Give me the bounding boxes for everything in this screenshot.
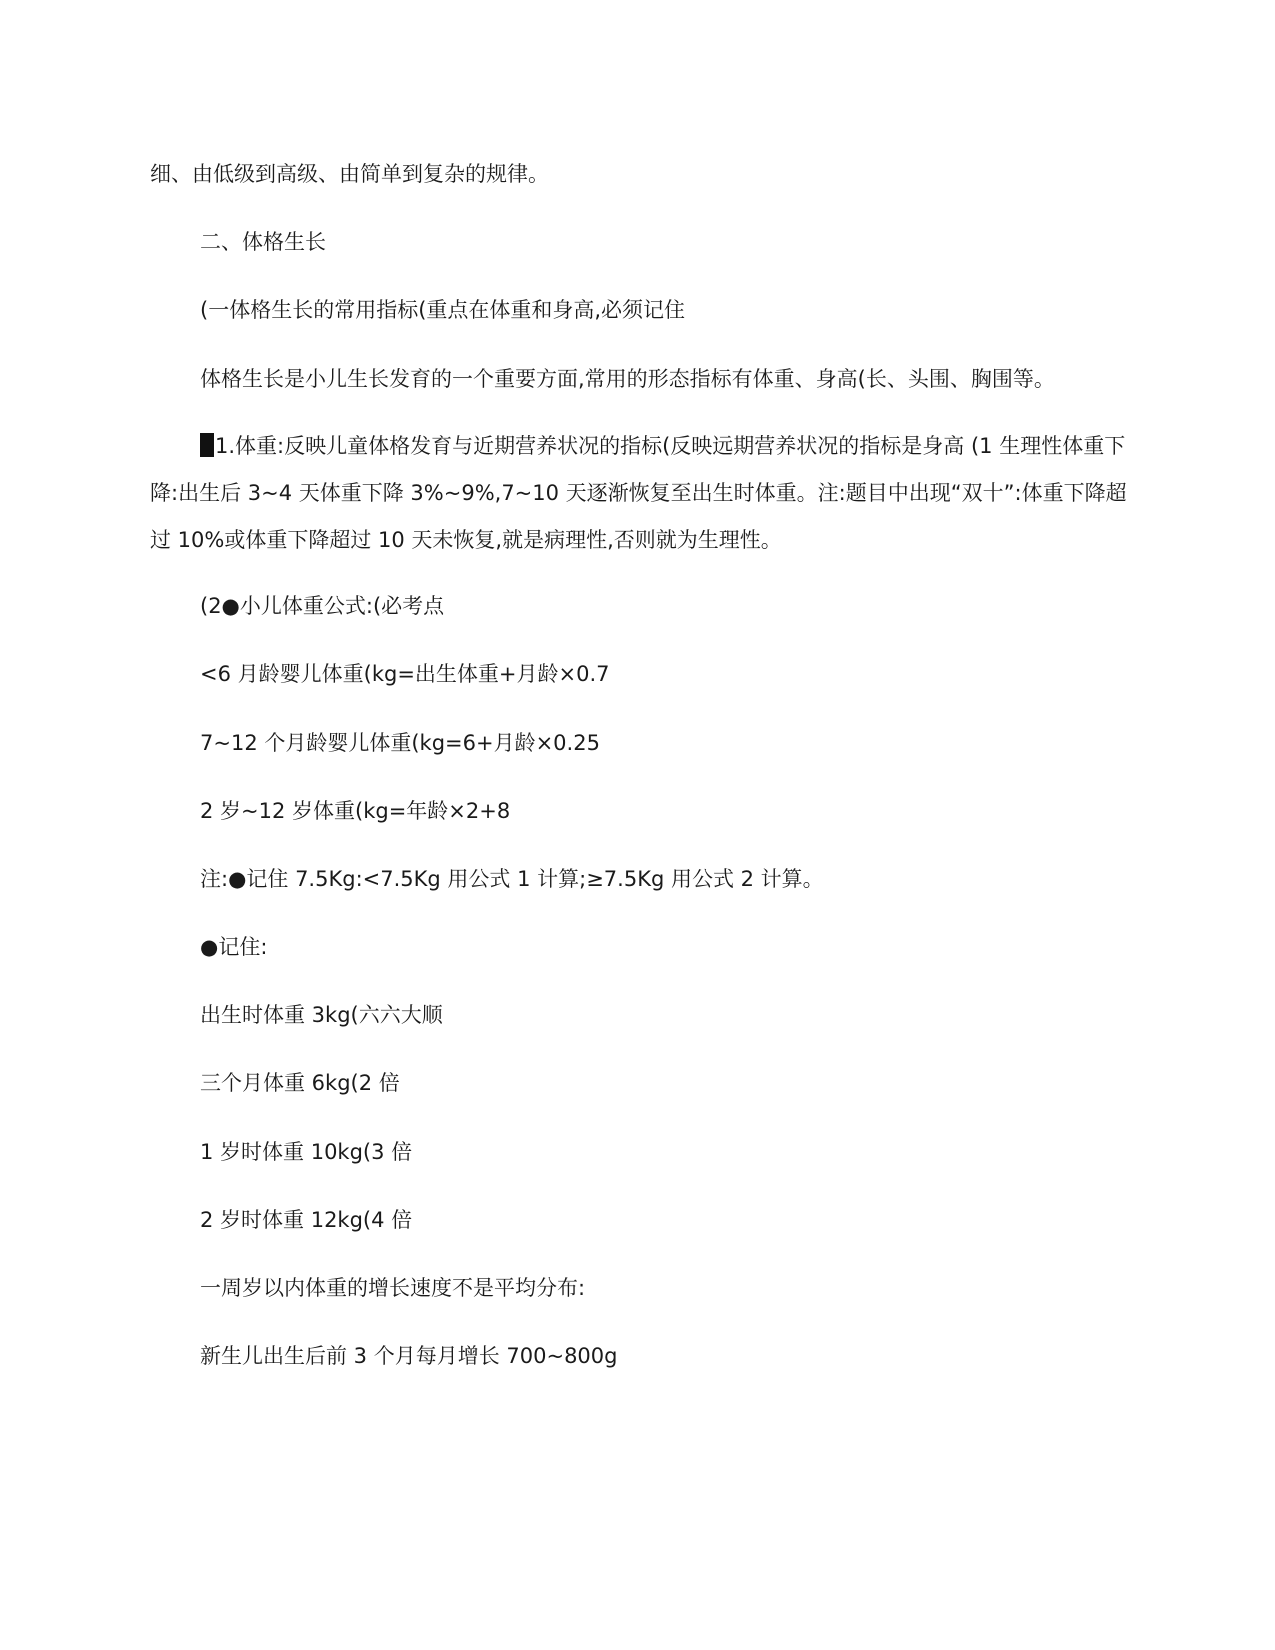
formula-line: 7~12 个月龄婴儿体重(kg=6+月龄×0.25 — [200, 731, 600, 755]
paragraph-line: 体格生长是小儿生长发育的一个重要方面,常用的形态指标有体重、身高(长、头围、胸围等。 — [200, 367, 1055, 391]
note-line: ●记住: — [200, 935, 268, 959]
paragraph-weight — [150, 423, 1140, 564]
list-line: 2 岁时体重 12kg(4 倍 — [200, 1208, 413, 1232]
subsection-heading: (一体格生长的常用指标(重点在体重和身高,必须记住 — [200, 298, 686, 322]
paragraph-line: 一周岁以内体重的增长速度不是平均分布: — [200, 1276, 586, 1300]
list-line: 三个月体重 6kg(2 倍 — [200, 1071, 400, 1095]
formula-line: <6 月龄婴儿体重(kg=出生体重+月龄×0.7 — [200, 662, 610, 686]
formula-line: 2 岁~12 岁体重(kg=年龄×2+8 — [200, 799, 511, 823]
text-cursor — [200, 433, 214, 457]
section-heading: 二、体格生长 — [200, 230, 326, 254]
paragraph-line: 新生儿出生后前 3 个月每月增长 700~800g — [200, 1344, 618, 1368]
list-line: 出生时体重 3kg(六六大顺 — [200, 1003, 443, 1027]
paragraph-text: 1.体重:反映儿童体格发育与近期营养状况的指标(反映远期营养状况的指标是身高 (1 生理性体重下降:出生后 3~4 天体重下降 3%~9%,7~10 天逐渐恢复至出生时体重。注:题目中出现“双十”:体重下降超过 10%或体重下降超过 10 天未恢复,就是病理性,否则就为生理性。 — [150, 434, 1127, 552]
paragraph-line: 细、由低级到高级、由简单到复杂的规律。 — [150, 162, 549, 186]
list-line: 1 岁时体重 10kg(3 倍 — [200, 1140, 413, 1164]
paragraph-line: (2●小儿体重公式:(必考点 — [200, 594, 445, 618]
note-line: 注:●记住 7.5Kg:<7.5Kg 用公式 1 计算;≥7.5Kg 用公式 2 计算。 — [200, 867, 824, 891]
